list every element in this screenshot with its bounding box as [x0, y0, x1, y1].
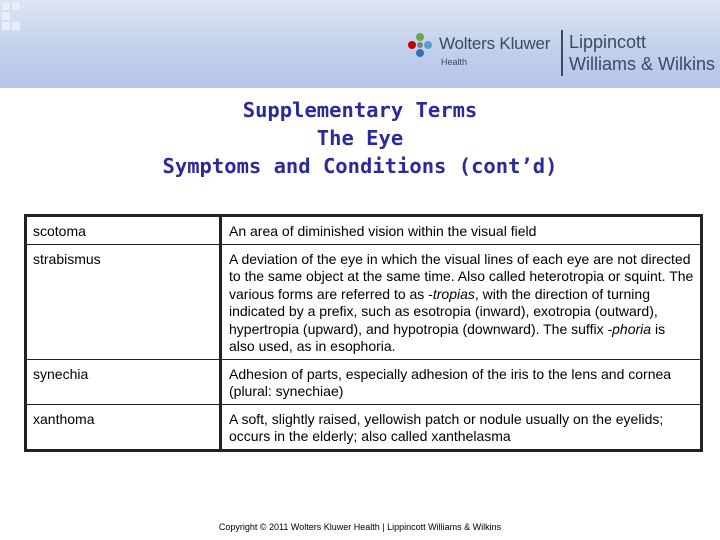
definition-italic-text: -phoria	[607, 320, 652, 337]
definition-cell	[221, 404, 702, 450]
terms-table	[24, 214, 703, 452]
title-line-1: Supplementary Terms	[242, 98, 478, 122]
williams-wilkins-wordmark: Williams & Wilkins	[569, 54, 715, 74]
term-cell: synechia	[26, 359, 221, 404]
title-line-3: Symptoms and Conditions (cont’d)	[162, 154, 558, 178]
definition-cell	[221, 216, 702, 245]
wolters-kluwer-logo-icon	[407, 32, 433, 58]
definition-cell	[221, 244, 702, 359]
lippincott-wordmark: Lippincott	[569, 32, 647, 52]
definition-text: A soft, slightly raised, yellowish patch or nodule usually on the eyelids; occurs in the elderly; also called xanthelasma	[229, 410, 664, 444]
term-cell: scotoma	[26, 216, 221, 245]
wolters-kluwer-wordmark: Wolters Kluwer	[439, 34, 551, 53]
definition-text: is also used, as in esophoria.	[229, 320, 666, 354]
definition-text: An area of diminished vision within the visual field	[229, 223, 537, 239]
definition-text: A deviation of the eye in which the visual lines of each eye are not directed to the same object at the same time. Also called heterotropia or squint. The various forms are referred to as -	[229, 250, 694, 302]
definition-text: Adhesion of parts, especially adhesion of the iris to the lens and cornea (plural: synechiae)	[229, 365, 672, 399]
term-cell: strabismus	[26, 244, 221, 359]
health-wordmark: Health	[441, 57, 468, 67]
definition-italic-text: tropias	[432, 285, 475, 302]
title-line-2: The Eye	[316, 126, 404, 150]
term-cell: xanthoma	[26, 404, 221, 450]
table-row	[26, 244, 702, 359]
logo-divider	[561, 30, 563, 76]
table-row	[26, 216, 702, 245]
table-row	[26, 404, 702, 450]
slide-title	[0, 96, 720, 180]
definition-cell	[221, 359, 702, 404]
copyright-footer: Copyright © 2011 Wolters Kluwer Health | Lippincott Williams & Wilkins	[218, 522, 502, 532]
definition-text: , with the direction of turning indicated by a prefix, such as esotropia (inward), exotropia (outward), hypertropia (upward), and hypotropia (downward). The suffix	[229, 285, 658, 337]
decorative-tiles	[0, 0, 22, 88]
header-band	[0, 0, 720, 88]
table-row	[26, 359, 702, 404]
publisher-logo	[407, 30, 719, 76]
